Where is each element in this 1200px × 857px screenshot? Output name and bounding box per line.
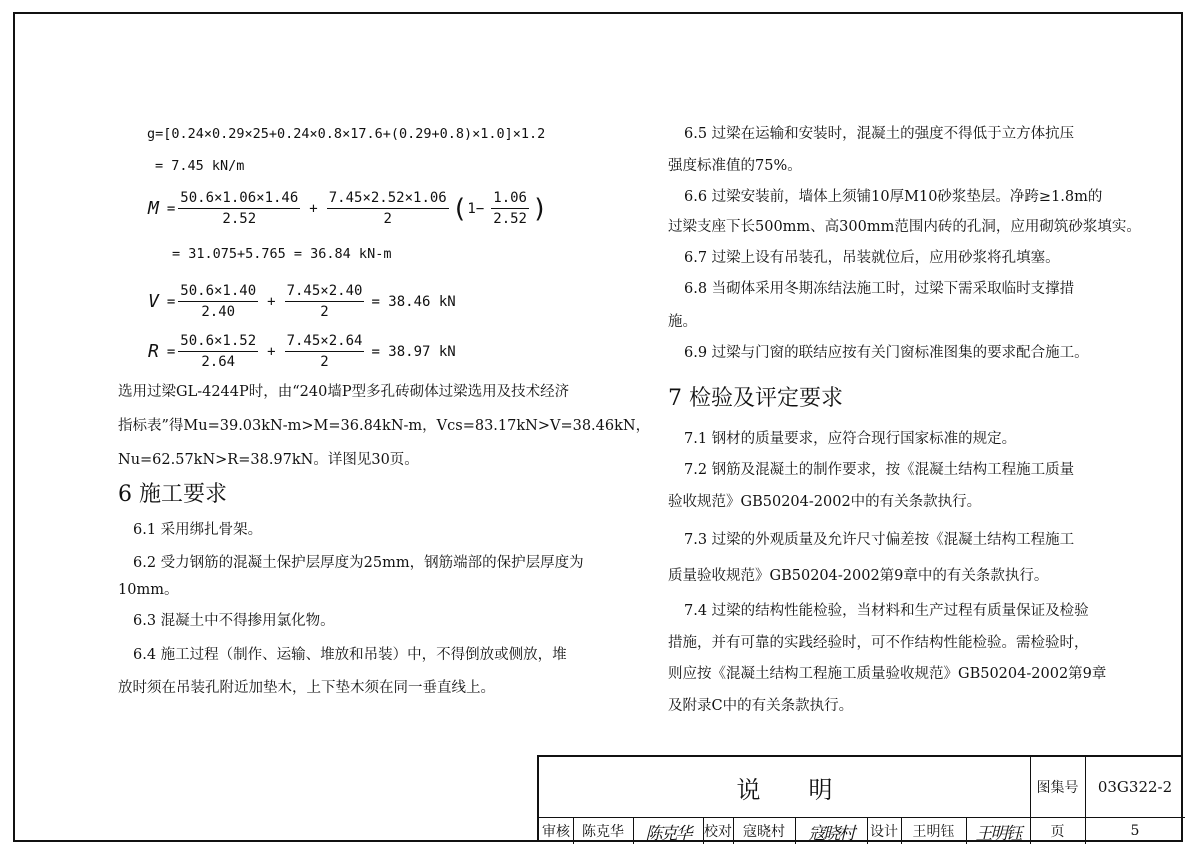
clause-6-8-line1: 6.8 当砌体采用冬期冻结法施工时，过梁下需采取临时支撑措 [684,281,1075,297]
clause-6-3: 6.3 混凝土中不得掺用氯化物。 [133,613,335,629]
clause-7-4-line1: 7.4 过梁的结构性能检验，当材料和生产过程有质量保证及检验 [684,603,1089,619]
fraction-denominator: 2.64 [201,354,236,370]
fraction [178,188,300,229]
clause-7-4-line4: 及附录C中的有关条款执行。 [668,698,854,714]
section-7-heading: 7 检验及评定要求 [668,386,843,411]
moment-result: = 31.075+5.765 = 36.84 kN-m [172,246,392,262]
clause-6-2-line2: 10mm。 [118,582,179,598]
atlas-number-label: 图集号 [1036,780,1079,796]
proof-name: 寇晓村 [743,824,785,840]
shear-symbol: V [148,291,159,312]
proof-label: 校对 [704,824,732,840]
clause-6-8-line2: 施。 [668,314,697,330]
clause-7-1: 7.1 钢材的质量要求，应符合现行国家标准的规定。 [684,431,1017,447]
fraction [178,331,258,372]
clause-6-5-line2: 强度标准值的75%。 [668,158,802,174]
clause-6-9: 6.9 过梁与门窗的联结应按有关门窗标准图集的要求配合施工。 [684,345,1089,361]
page-label: 页 [1050,824,1065,840]
clause-6-7: 6.7 过梁上设有吊装孔，吊装就位后，应用砂浆将孔填塞。 [684,250,1060,266]
fraction-numerator: 7.45×2.52×1.06 [327,188,449,209]
drawing-title: 说 明 [736,775,833,804]
clause-7-2-line1: 7.2 钢筋及混凝土的制作要求，按《混凝土结构工程施工质量 [684,462,1075,478]
equals-sign: = [166,343,176,360]
plus-sign: + [267,293,276,310]
fraction-numerator: 50.6×1.40 [178,281,258,302]
clause-7-3-line1: 7.3 过梁的外观质量及允许尺寸偏差按《混凝土结构工程施工 [684,532,1075,548]
g-formula-line2: = 7.45 kN/m [155,158,245,174]
title-block [537,755,1183,842]
fraction-numerator: 1.06 [491,188,529,209]
fraction-numerator: 7.45×2.40 [285,281,365,302]
fraction [285,281,365,322]
clause-7-3-line2: 质量验收规范》GB50204-2002第9章中的有关条款执行。 [668,568,1049,584]
fraction-numerator: 7.45×2.64 [285,331,365,352]
fraction-denominator: 2 [320,354,329,370]
fraction [178,281,258,322]
page-number: 5 [1130,823,1140,839]
clause-7-4-line3: 则应按《混凝土结构工程施工质量验收规范》GB50204-2002第9章 [668,666,1107,682]
proof-signature: 寇晓村 [808,823,854,844]
one-minus: 1− [467,200,485,217]
clause-6-2-line1: 6.2 受力钢筋的混凝土保护层厚度为25mm，钢筋端部的保护层厚度为 [133,555,584,571]
equals-sign: = [166,293,176,310]
shear-equation [148,281,456,322]
moment-equation [148,188,548,229]
reaction-equation [148,331,456,372]
left-paren: ( [451,193,468,224]
fraction-denominator: 2.40 [201,304,236,320]
selection-text-line3: Nu=62.57kN>R=38.97kN。详图见30页。 [118,452,419,468]
reaction-result: = 38.97 kN [371,343,456,360]
review-label: 审核 [542,824,570,840]
fraction-denominator: 2.52 [493,211,527,227]
fraction-denominator: 2.52 [222,211,257,227]
clause-6-4-line2: 放时须在吊装孔附近加垫木，上下垫木须在同一垂直线上。 [118,680,495,696]
plus-sign: + [309,200,318,217]
design-name: 王明钰 [912,824,955,840]
g-formula-line1: g=[0.24×0.29×25+0.24×0.8×17.6+(0.29+0.8)×1.0]×1.2 [147,126,546,142]
clause-6-6-line1: 6.6 过梁安装前，墙体上须铺10厚M10砂浆垫层。净跨≥1.8m的 [684,189,1103,205]
fraction [327,188,449,229]
clause-6-4-line1: 6.4 施工过程（制作、运输、堆放和吊装）中，不得倒放或侧放，堆 [133,647,567,663]
clause-6-5-line1: 6.5 过梁在运输和安装时，混凝土的强度不得低于立方体抗压 [684,126,1075,142]
fraction-denominator: 2 [383,211,392,227]
design-signature: 王明钰 [975,823,1021,844]
moment-symbol: M [148,198,159,219]
clause-7-2-line2: 验收规范》GB50204-2002中的有关条款执行。 [668,494,982,510]
section-6-heading: 6 施工要求 [118,482,227,507]
reaction-symbol: R [148,341,159,362]
clause-6-6-line2: 过梁支座下长500mm、高300mm范围内砖的孔洞，应用砌筑砂浆填实。 [668,219,1141,235]
selection-text-line2: 指标表”得Mu=39.03kN-m>M=36.84kN-m，Vcs=83.17kN>V=38.46kN， [118,418,651,434]
clause-6-1: 6.1 采用绑扎骨架。 [133,522,263,538]
atlas-number: 03G322-2 [1097,778,1173,796]
selection-text-line1: 选用过梁GL-4244P时，由“240墙P型多孔砖砌体过梁选用及技术经济 [118,384,570,400]
review-name: 陈克华 [582,824,624,840]
review-signature: 陈克华 [645,823,691,844]
fraction-numerator: 50.6×1.52 [178,331,258,352]
shear-result: = 38.46 kN [371,293,456,310]
fraction [491,188,529,229]
fraction [285,331,365,372]
equals-sign: = [166,200,176,217]
fraction-denominator: 2 [320,304,329,320]
fraction-numerator: 50.6×1.06×1.46 [178,188,300,209]
right-paren: ) [531,193,548,224]
design-label: 设计 [870,824,898,840]
clause-7-4-line2: 措施，并有可靠的实践经验时，可不作结构性能检验。需检验时， [668,635,1089,651]
plus-sign: + [267,343,276,360]
